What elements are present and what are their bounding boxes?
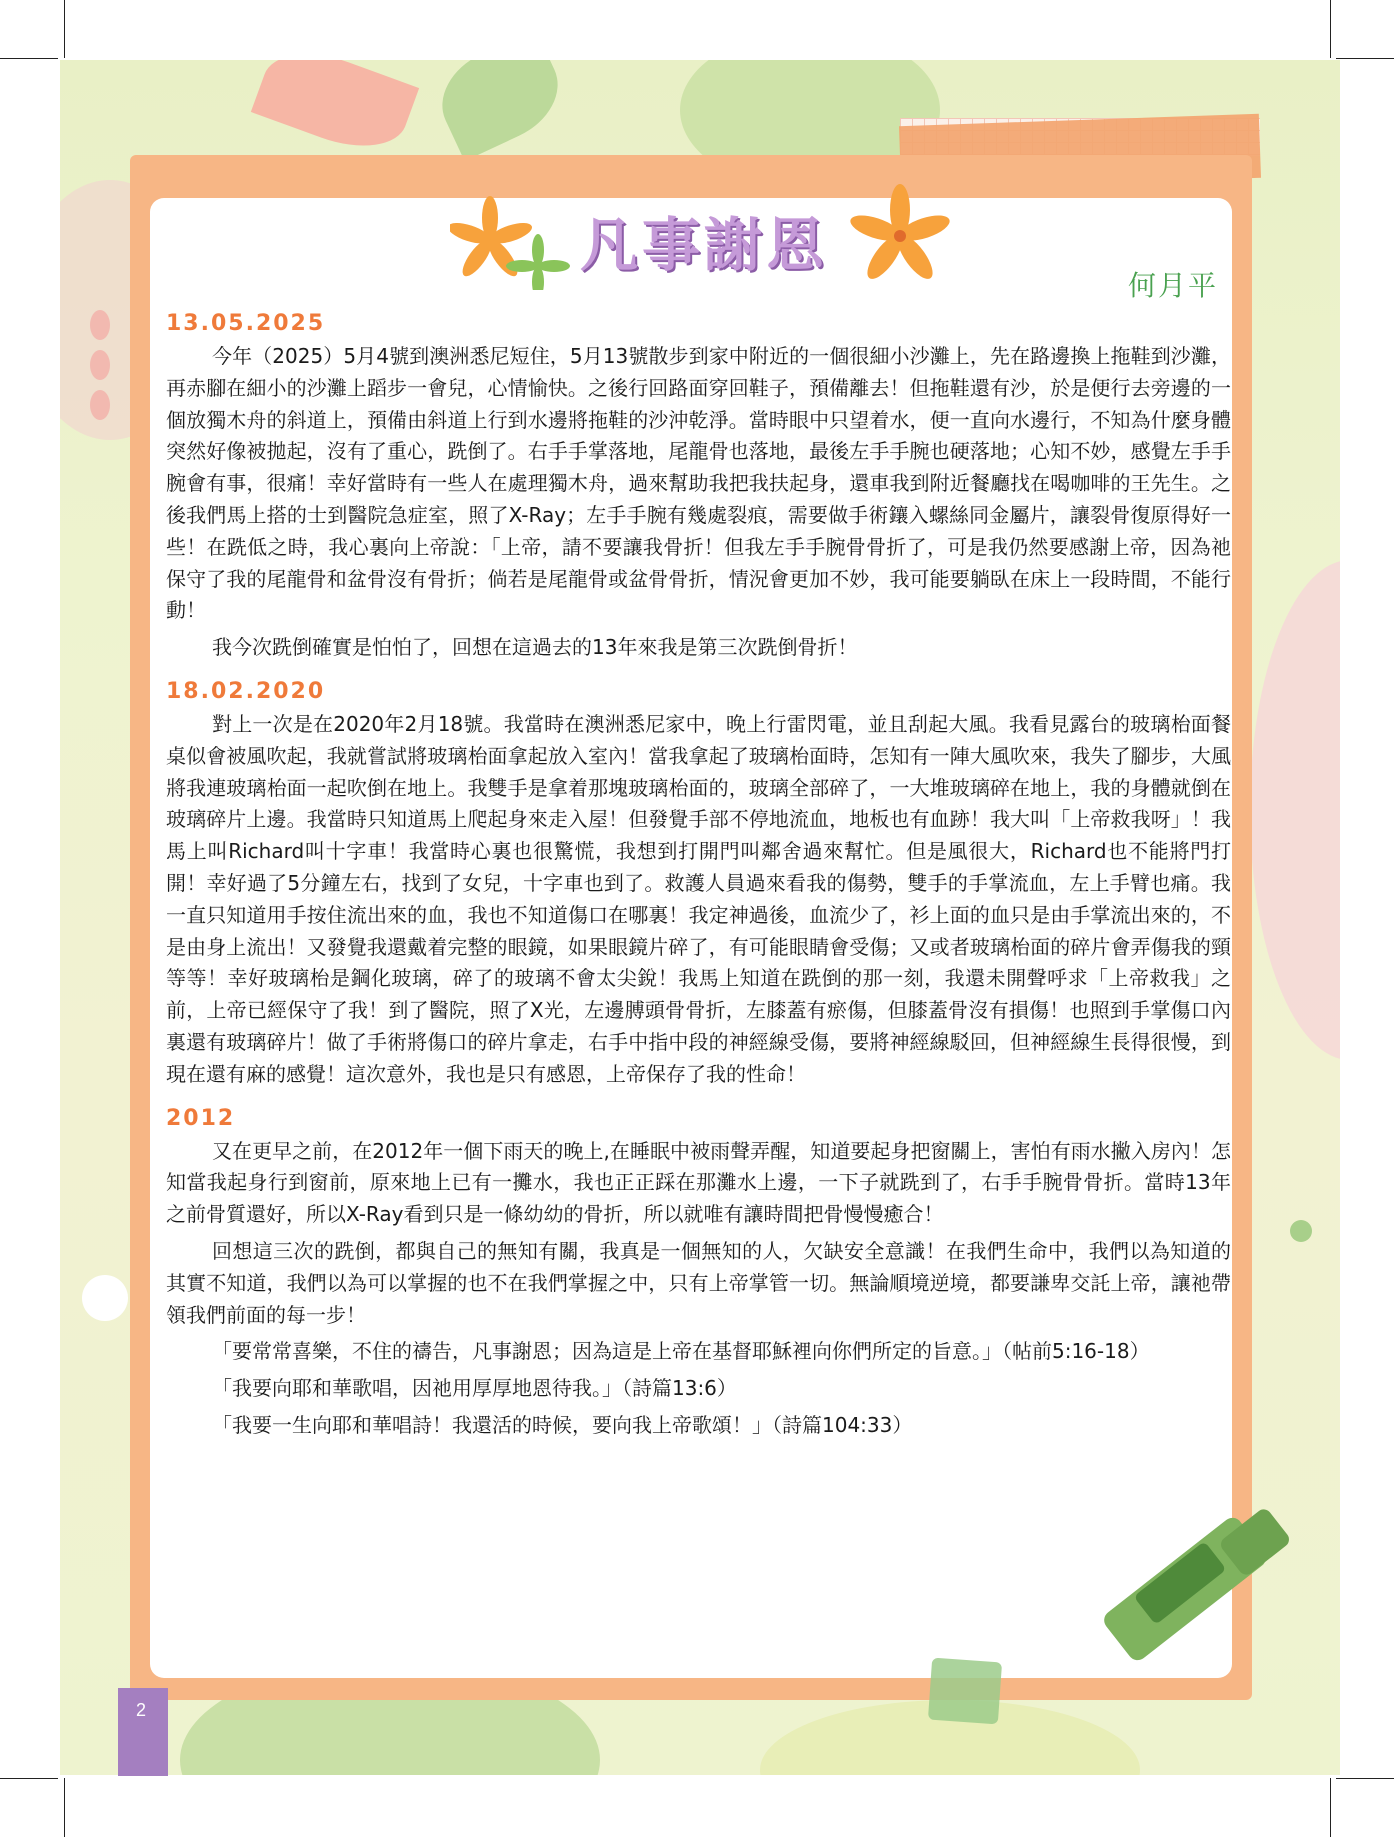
page-title: 凡事謝恩 [580, 211, 829, 279]
crop-mark-top-right-v [1330, 0, 1331, 58]
crop-mark-bottom-right-h [1336, 1778, 1394, 1779]
paragraph: 對上一次是在2020年2月18號。我當時在澳洲悉尼家中，晚上行雷閃電，並且刮起大風。我看見露台的玻璃枱面餐桌似會被風吹起，我就嘗試將玻璃枱面拿起放入室內！當我拿起了玻璃枱面時，怎知有一陣大風吹來，我失了腳步，大風將我連玻璃枱面一起吹倒在地上。我雙手是拿着那塊玻璃枱面的，玻璃全部碎了，一大堆玻璃碎在地上，我的身體就倒在玻璃碎片上邊。我當時只知道馬上爬起身來走入屋！但發覺手部不停地流血，地板也有血跡！我大叫「上帝救我呀」！我馬上叫Richard叫十字車！我當時心裏也很驚慌，我想到打開門叫鄰舍過來幫忙。但是風很大，Richard也不能將門打開！幸好過了5分鐘左右，找到了女兒，十字車也到了。救護人員過來看我的傷勢，雙手的手掌流血，左上手臂也痛。我一直只知道用手按住流出來的血，我也不知道傷口在哪裏！我定神過後，血流少了，衫上面的血只是由手掌流出來的，不是由身上流出！又發覺我還戴着完整的眼鏡，如果眼鏡片碎了，有可能眼睛會受傷；又或者玻璃枱面的碎片會弄傷我的頸等等！幸好玻璃枱是鋼化玻璃，碎了的玻璃不會太尖銳！我馬上知道在跣倒的那一刻，我還未開聲呼求「上帝救我」之前，上帝已經保守了我！到了醫院，照了X光，左邊膊頭骨骨折，左膝蓋有瘀傷，但膝蓋骨沒有損傷！也照到手掌傷口內裏還有玻璃碎片！做了手術將傷口的碎片拿走，右手中指中段的神經線受傷，要將神經線駁回，但神經線生長得很慢，到現在還有麻的感覺！這次意外，我也是只有感恩，上帝保存了我的性命！ [166, 711, 1231, 1086]
crop-mark-top-left-h [0, 58, 58, 59]
pink-dot [90, 310, 110, 340]
crop-mark-bottom-right-v [1330, 1778, 1331, 1837]
white-flower-decoration [82, 1275, 128, 1321]
paragraph: 今年（2025）5月4號到澳洲悉尼短住，5月13號散步到家中附近的一個很細小沙灘上，先在路邊換上拖鞋到沙灘，再赤腳在細小的沙灘上蹈步一會兒，心情愉快。之後行回路面穿回鞋子，預備離去！但拖鞋還有沙，於是便行去旁邊的一個放獨木舟的斜道上，預備由斜道上行到水邊將拖鞋的沙沖乾淨。當時眼中只望着水，便一直向水邊行，不知為什麼身體突然好像被拋起，沒有了重心，跣倒了。右手手掌落地，尾龍骨也落地，最後左手手腕也硬落地；心知不妙，感覺左手手腕會有事，很痛！幸好當時有一些人在處理獨木舟，過來幫助我把我扶起身，還車我到附近餐廳找在喝咖啡的王先生。之後我們馬上搭的士到醫院急症室，照了X-Ray；左手手腕有幾處裂痕，需要做手術鑲入螺絲同金屬片，讓裂骨復原得好一些！在跣低之時，我心裏向上帝說：「上帝，請不要讓我骨折！但我左手手腕骨骨折了，可是我仍然要感謝上帝，因為祂保守了我的尾龍骨和盆骨沒有骨折；倘若是尾龍骨或盆骨骨折，情況會更加不妙，我可能要躺臥在床上一段時間，不能行動！ [166, 344, 1231, 623]
author-name: 何月平 [1128, 269, 1219, 302]
section-date: 18.02.2020 [166, 678, 326, 704]
crop-mark-top-left-v [64, 0, 65, 58]
paragraph: 回想這三次的跣倒，都與自己的無知有關，我真是一個無知的人，欠缺安全意識！在我們生命中，我們以為知道的其實不知道，我們以為可以掌握的也不在我們掌握之中，只有上帝掌管一切。無論順境逆境，都要謙卑交託上帝，讓祂帶領我們前面的每一步！ [166, 1238, 1231, 1327]
paragraph: 又在更早之前，在2012年一個下雨天的晚上,在睡眠中被雨聲弄醒，知道要起身把窗關上，害怕有雨水撇入房內！怎知當我起身行到窗前，原來地上已有一攤水，我也正正踩在那灘水上邊，一下子就跣到了，右手手腕骨骨折。當時13年之前骨質還好，所以X-Ray看到只是一條幼幼的骨折，所以就唯有讓時間把骨慢慢癒合！ [166, 1138, 1231, 1227]
section-date: 2012 [166, 1105, 236, 1131]
right-pink-blob [1250, 560, 1340, 1060]
crop-mark-bottom-left-h [0, 1778, 58, 1779]
flower-icon [840, 180, 960, 290]
pink-leaf-decoration [251, 60, 419, 163]
pink-dot [90, 390, 110, 420]
crop-mark-bottom-left-v [64, 1778, 65, 1837]
page-number: 2 [136, 1700, 147, 1720]
title-banner [450, 190, 930, 300]
crop-mark-top-right-h [1336, 58, 1394, 59]
pink-dot [90, 350, 110, 380]
scripture-quote: 「要常常喜樂，不住的禱告，凡事謝恩；因為這是上帝在基督耶穌裡向你們所定的旨意。」（帖前5:16-18） [212, 1339, 1150, 1364]
paragraph: 我今次跣倒確實是怕怕了，回想在這過去的13年來我是第三次跣倒骨折！ [212, 635, 858, 660]
article-body [166, 307, 1231, 1447]
flower-icon [450, 190, 570, 290]
green-tape-decoration [928, 1658, 1002, 1725]
green-dot [1290, 1220, 1312, 1242]
scripture-quote: 「我要向耶和華歌唱，因祂用厚厚地恩待我。」（詩篇13:6） [212, 1376, 737, 1401]
section-date: 13.05.2025 [166, 311, 326, 336]
green-leaf-decoration [427, 60, 574, 161]
scripture-quote: 「我要一生向耶和華唱詩！我還活的時候，要向我上帝歌頌！」（詩篇104:33） [212, 1412, 913, 1437]
